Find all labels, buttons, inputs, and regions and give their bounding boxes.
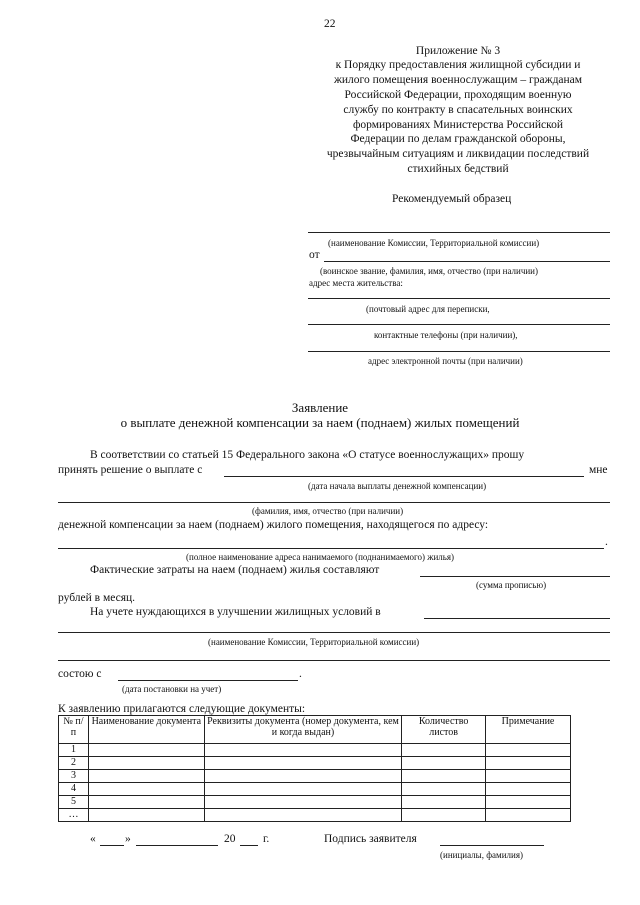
table-cell[interactable]	[88, 770, 204, 783]
table-header-cell: Наименование документа	[88, 716, 204, 744]
appendix-title: Приложение № 3	[415, 45, 501, 57]
table-cell[interactable]	[486, 770, 571, 783]
start-date-hint: (дата начала выплаты денежной компенсации)	[308, 481, 487, 491]
table-cell[interactable]	[486, 744, 571, 757]
table-cell[interactable]	[204, 783, 401, 796]
table-cell[interactable]	[204, 809, 401, 822]
row-number: 5	[59, 796, 89, 809]
table-row	[59, 770, 571, 783]
table-cell[interactable]	[486, 757, 571, 770]
table-row	[59, 744, 571, 757]
table-header-cell: Количество листов	[402, 716, 486, 744]
reg-date-hint: (дата постановки на учет)	[122, 684, 222, 694]
row-number: 4	[59, 783, 89, 796]
signature-label: Подпись заявителя	[324, 833, 417, 845]
body-text: .	[299, 668, 302, 680]
postal-line[interactable]	[308, 324, 610, 325]
email-line[interactable]	[308, 351, 610, 352]
table-cell[interactable]	[402, 770, 486, 783]
table-cell[interactable]	[88, 783, 204, 796]
table-cell[interactable]	[402, 783, 486, 796]
date-year-prefix: 20	[224, 833, 236, 845]
table-row	[59, 757, 571, 770]
sum-line[interactable]	[420, 576, 610, 577]
initials-hint: (инициалы, фамилия)	[440, 850, 523, 860]
date-year-suffix: г.	[263, 833, 270, 845]
page-number: 22	[324, 18, 336, 30]
postal-hint: (почтовый адрес для переписки,	[366, 304, 490, 314]
body-text: .	[605, 536, 608, 548]
appendix-line: стихийных бедствий	[407, 163, 509, 175]
table-cell[interactable]	[88, 796, 204, 809]
fio-line[interactable]	[58, 502, 610, 503]
table-header-cell: Реквизиты документа (номер документа, кем и когда выдан)	[204, 716, 401, 744]
table-cell[interactable]	[204, 796, 401, 809]
phones-hint: контактные телефоны (при наличии),	[374, 330, 518, 340]
documents-table	[58, 715, 571, 822]
document-title: Заявление	[291, 400, 349, 415]
date-quote-close: »	[125, 833, 131, 845]
email-hint: адрес электронной почты (при наличии)	[368, 356, 523, 366]
row-number: 1	[59, 744, 89, 757]
fio-hint: (фамилия, имя, отчество (при наличии)	[252, 506, 404, 516]
row-number: …	[59, 809, 89, 822]
rank-name-hint: (воинское звание, фамилия, имя, отчество (при наличии)	[320, 266, 538, 276]
table-cell[interactable]	[204, 744, 401, 757]
table-cell[interactable]	[88, 744, 204, 757]
date-day-line[interactable]	[100, 845, 124, 846]
extra-line[interactable]	[58, 660, 610, 661]
sample-label: Рекомендуемый образец	[392, 193, 512, 205]
address-line[interactable]	[308, 298, 610, 299]
commission-line[interactable]	[308, 232, 610, 233]
appendix-line: чрезвычайным ситуациям и ликвидации последствий	[326, 148, 590, 160]
appendix-line: службу по контракту в спасательных воинских	[343, 104, 573, 116]
address-label: адрес места жительства:	[309, 278, 403, 288]
appendix-line: жилого помещения военнослужащим – гражданам	[333, 74, 583, 86]
sum-hint: (сумма прописью)	[476, 580, 547, 590]
full-address-hint: (полное наименование адреса нанимаемого (поднанимаемого) жилья)	[186, 552, 454, 562]
table-cell[interactable]	[204, 770, 401, 783]
table-row	[59, 796, 571, 809]
row-number: 2	[59, 757, 89, 770]
signature-line[interactable]	[440, 845, 544, 846]
body-paragraph-2: денежной компенсации за наем (поднаем) жилого помещения, находящегося по адресу:	[58, 519, 489, 531]
commission-hint-2: (наименование Комиссии, Территориальной комиссии)	[208, 637, 420, 647]
appendix-line: Федерации по делам гражданской обороны,	[350, 133, 566, 145]
table-cell[interactable]	[486, 796, 571, 809]
commission-hint: (наименование Комиссии, Территориальной комиссии)	[328, 238, 540, 248]
table-cell[interactable]	[402, 809, 486, 822]
reg-date-line[interactable]	[118, 680, 298, 681]
table-row	[59, 809, 571, 822]
date-month-line[interactable]	[136, 845, 218, 846]
body-text: рублей в месяц.	[58, 592, 136, 604]
appendix-line: Российской Федерации, проходящим военную	[344, 89, 572, 101]
table-cell[interactable]	[402, 757, 486, 770]
body-paragraph-3: Фактические затраты на наем (поднаем) жилья составляют	[90, 564, 380, 576]
table-cell[interactable]	[204, 757, 401, 770]
table-cell[interactable]	[88, 809, 204, 822]
registry-line[interactable]	[424, 618, 610, 619]
appendix-line: к Порядку предоставления жилищной субсидии и	[335, 59, 581, 71]
table-header-cell: № п/п	[59, 716, 89, 744]
from-label: от	[309, 249, 320, 261]
from-line[interactable]	[324, 261, 610, 262]
start-date-line[interactable]	[224, 476, 584, 477]
table-cell[interactable]	[402, 744, 486, 757]
date-quote-open: «	[90, 833, 96, 845]
table-row	[59, 783, 571, 796]
table-cell[interactable]	[486, 783, 571, 796]
table-cell[interactable]	[402, 796, 486, 809]
date-year-line[interactable]	[240, 845, 258, 846]
commission-line-2[interactable]	[58, 632, 610, 633]
row-number: 3	[59, 770, 89, 783]
body-text: состою с	[58, 668, 102, 680]
table-header-cell: Примечание	[486, 716, 571, 744]
table-cell[interactable]	[88, 757, 204, 770]
body-paragraph-4: На учете нуждающихся в улучшении жилищных условий в	[90, 606, 381, 618]
body-paragraph-1: В соответствии со статьей 15 Федерального закона «О статусе военнослужащих» прошу	[90, 449, 525, 461]
document-subtitle: о выплате денежной компенсации за наем (поднаем) жилых помещений	[120, 415, 520, 430]
table-cell[interactable]	[486, 809, 571, 822]
attached-label: К заявлению прилагаются следующие документы:	[58, 703, 306, 715]
full-address-line[interactable]	[58, 548, 604, 549]
table-header-row	[59, 716, 571, 744]
body-text: принять решение о выплате с	[58, 464, 203, 476]
appendix-line: формированиях Министерства Российской	[352, 119, 564, 131]
body-text: мне	[589, 464, 608, 476]
